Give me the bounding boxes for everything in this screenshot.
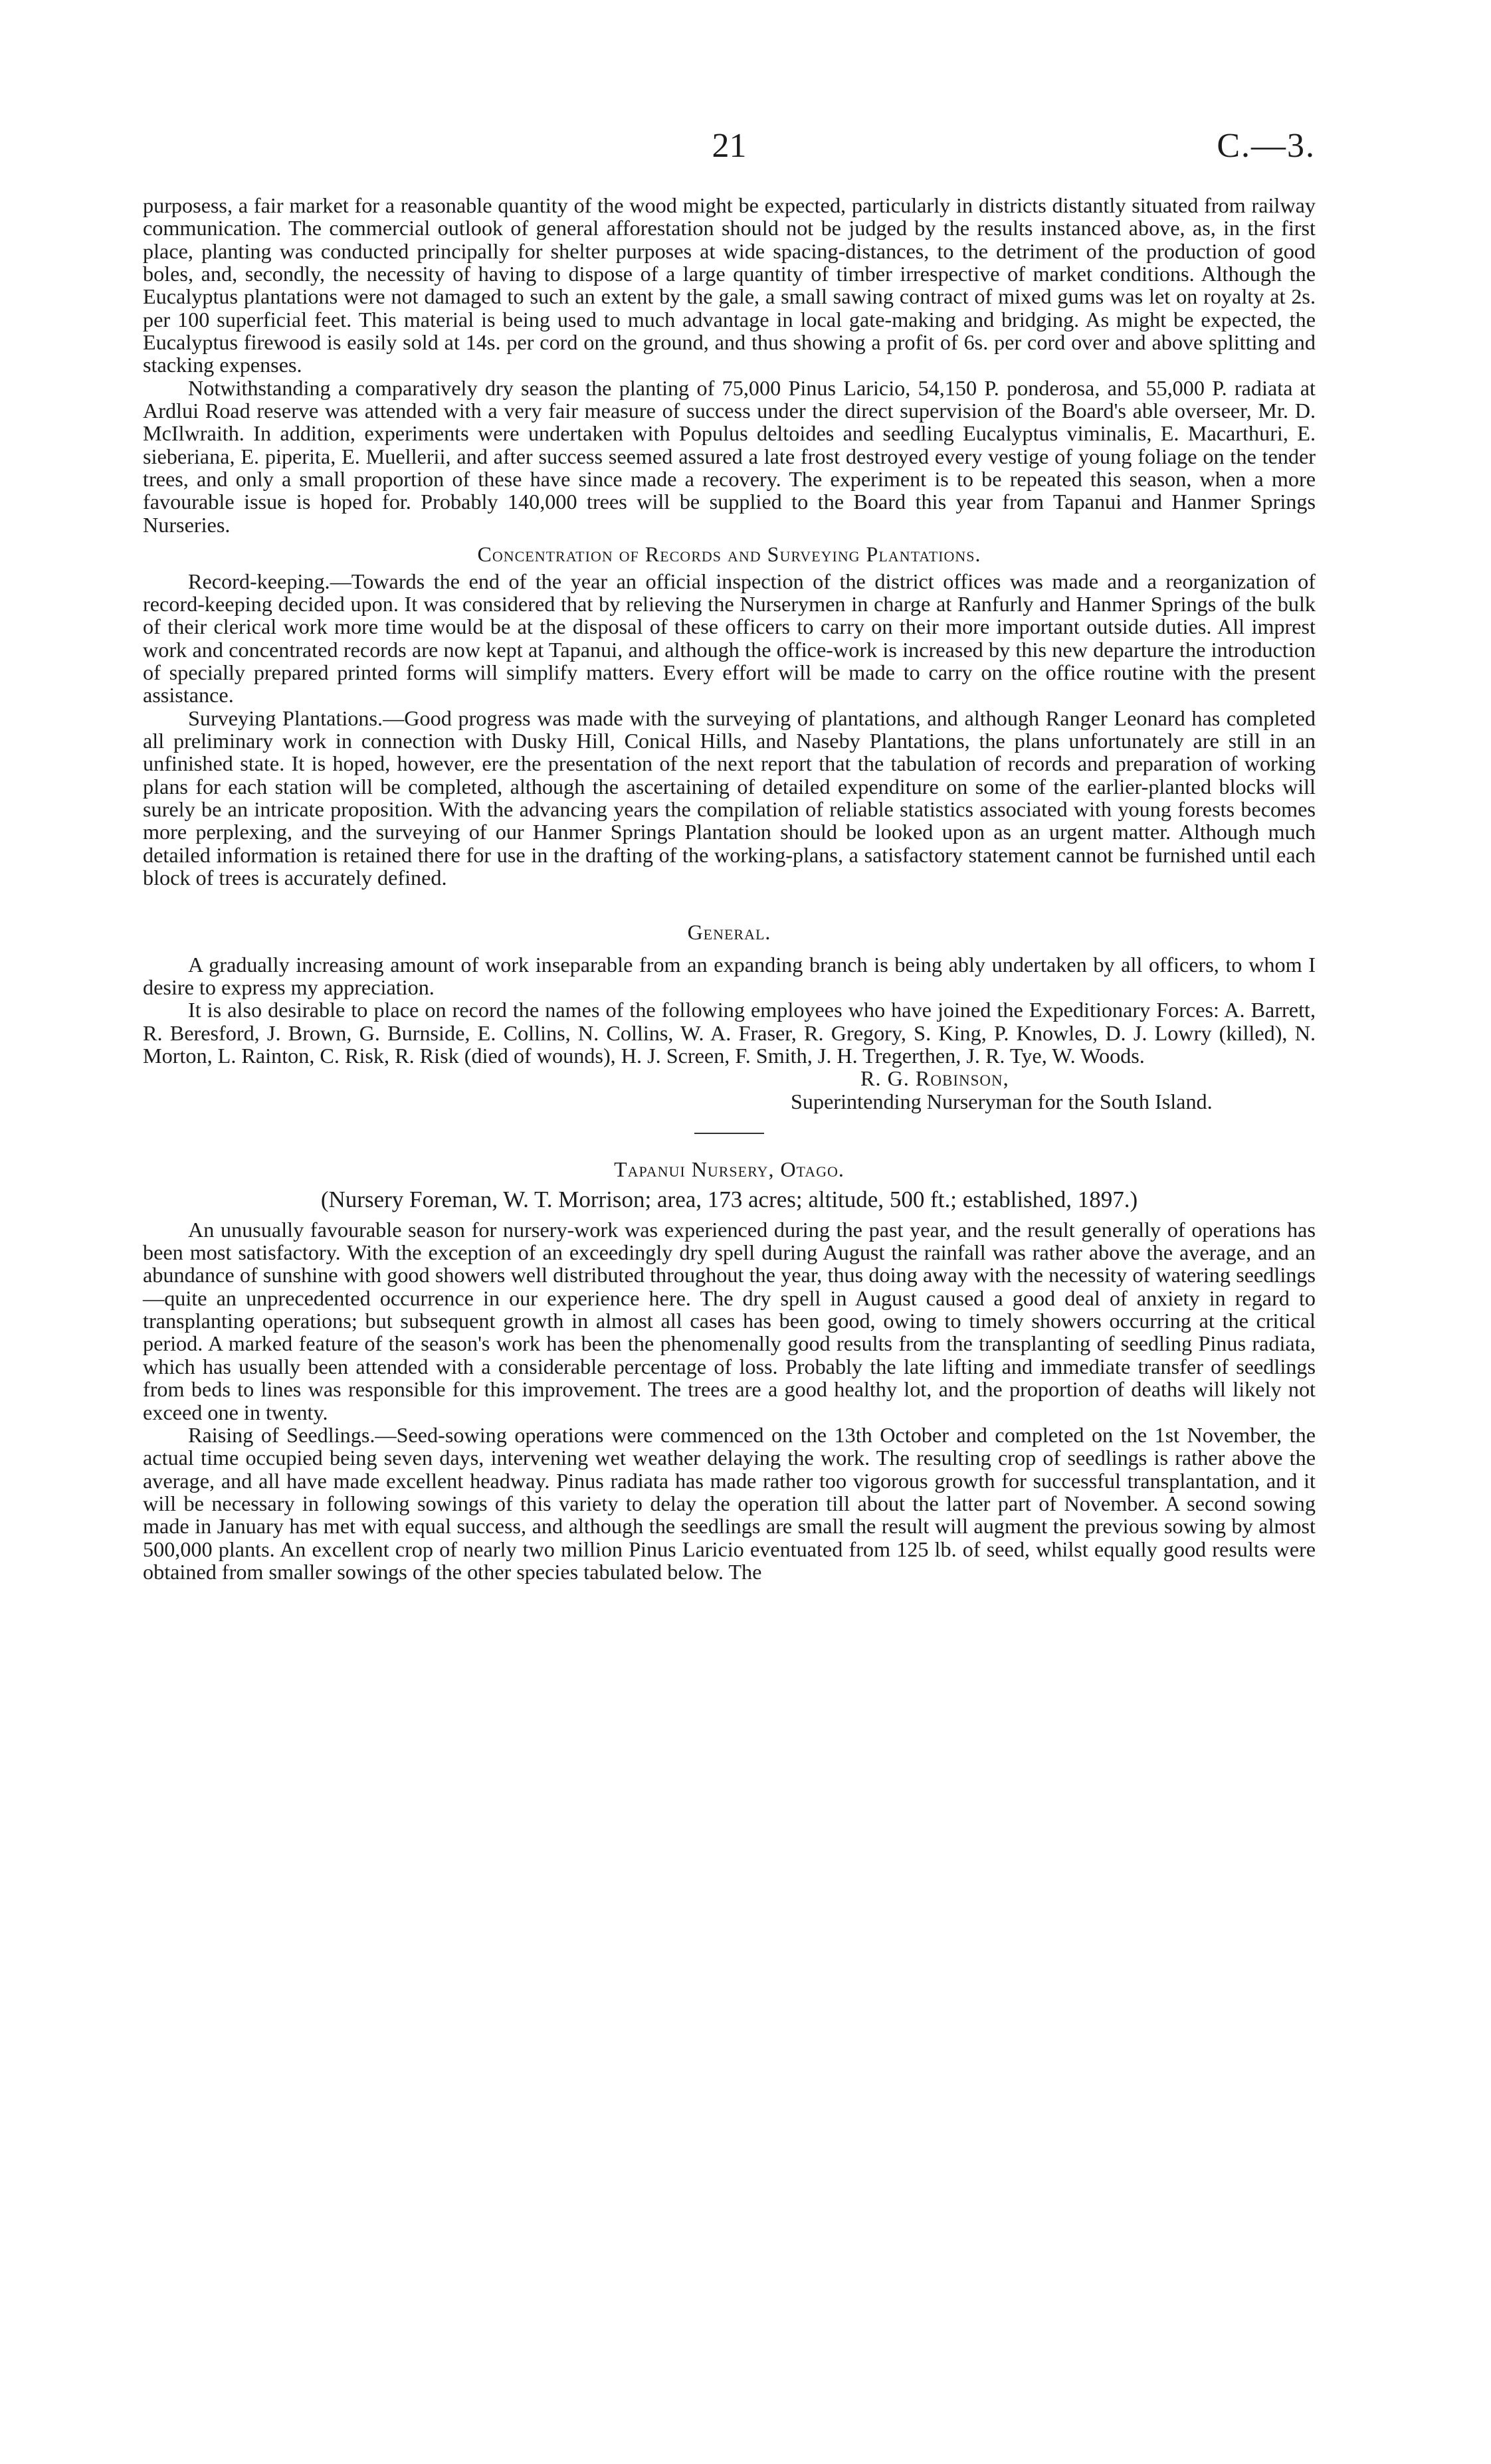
document-code: C.—3. [1217, 127, 1316, 165]
paragraph-market-outlook: purposess, a fair market for a reasonable quantity of the wood might be expected, particularly in districts distantly situated from railway communication. The commercial outlook of general afforestation should not be judged by the results instanced above, as, in the first place, planting was conducted principally for shelter purposes at wide spacing-distances, to the detriment of the production of good boles, and, secondly, the necessity of having to dispose of a large quantity of timber irrespective of market conditions. Although the Eucalyptus plantations were not damaged to such an extent by the gale, a small sawing contract of mixed gums was let on royalty at 2s. per 100 superficial feet. This material is being used to much advantage in local gate-making and bridging. As might be expected, the Eucalyptus firewood is easily sold at 14s. per cord on the ground, and thus showing a profit of 6s. per cord over and above splitting and stacking expenses. [143, 193, 1316, 377]
page-header [143, 126, 1316, 173]
heading-tapanui-nursery: Tapanui Nursery, Otago. [614, 1157, 845, 1182]
nursery-details: (Nursery Foreman, W. T. Morrison; area, 173 acres; altitude, 500 ft.; established, 1897.) [320, 1186, 1138, 1213]
paragraph-planting-ardlui: Notwithstanding a comparatively dry season the planting of 75,000 Pinus Laricio, 54,150 P. ponderosa, and 55,000 P. radiata at Ardlui Road reserve was attended with a very fair measure of success under the direct supervision of the Board's able overseer, Mr. D. McIlwraith. In addition, experiments were undertaken with Populus deltoides and seedling Eucalyptus viminalis, E. Macarthuri, E. sieberiana, E. piperita, E. Muellerii, and after success seemed assured a late frost destroyed every vestige of young foliage on the tender trees, and only a small proportion of these have since made a recovery. The experiment is to be repeated this season, when a more favourable issue is hoped for. Probably 140,000 trees will be supplied to the Board this year from Tapanui and Hanmer Springs Nurseries. [143, 375, 1316, 537]
page-number: 21 [712, 127, 747, 165]
heading-general: General. [687, 920, 771, 945]
signature-name: R. G. Robinson, [860, 1066, 1009, 1091]
paragraph-expeditionary-forces: It is also desirable to place on record the names of the following employees who have joined the Expeditionary Forces: A. Barrett, R. Beresford, J. Brown, G. Burnside, E. Collins, N. Collins, W. A. Fraser, R. Gregory, S. King, P. Knowles, D. J. Lowry (killed), N. Morton, L. Rainton, C. Risk, R. Risk (died of wounds), H. J. Screen, F. Smith, J. H. Tregerthen, J. R. Tye, W. Woods. [143, 998, 1316, 1068]
paragraph-appreciation: A gradually increasing amount of work inseparable from an expanding branch is being ably undertaken by all officers, to whom I desire to express my appreciation. [143, 952, 1316, 999]
heading-concentration-records: Concentration of Records and Surveying Plantations. [477, 542, 981, 567]
paragraph-raising-seedlings: Raising of Seedlings.—Seed-sowing operations were commenced on the 13th October and completed on the 1st November, the actual time occupied being seven days, intervening wet weather delaying the work. The resulting crop of seedlings is rather above the average, and all have made excellent headway. Pinus radiata has made rather too vigorous growth for successful transplantation, and it will be necessary in following sowings of this variety to delay the operation till about the latter part of November. A second sowing made in January has met with equal success, and although the seedlings are small the result will augment the previous sowing by almost 500,000 plants. An excellent crop of nearly two million Pinus Laricio eventuated from 125 lb. of seed, whilst equally good results were obtained from smaller sowings of the other species tabulated below. The [143, 1422, 1316, 1584]
paragraph-nursery-season: An unusually favourable season for nursery-work was experienced during the past year, and the result generally of operations has been most satisfactory. With the exception of an exceedingly dry spell during August the rainfall was rather above the average, and an abundance of sunshine with good showers well distributed throughout the year, thus doing away with the necessity of watering seedlings—quite an unprecedented occurrence in our experience here. The dry spell in August caused a good deal of anxiety in regard to transplanting operations; but subsequent growth in almost all cases has been good, owing to timely showers occurring at the critical period. A marked feature of the season's work has been the phenomenally good results from the transplanting of seedling Pinus radiata, which has usually been attended with a considerable percentage of loss. Probably the late lifting and immediate transfer of seedlings from beds to lines was responsible for this improvement. The trees are a good healthy lot, and the proportion of deaths will likely not exceed one in twenty. [143, 1217, 1316, 1424]
paragraph-surveying-plantations: Surveying Plantations.—Good progress was made with the surveying of plantations, and although Ranger Leonard has completed all preliminary work in connection with Dusky Hill, Conical Hills, and Naseby Plantations, the plans unfortunately are still in an unfinished state. It is hoped, however, ere the presentation of the next report that the tabulation of records and preparation of working plans for each station will be completed, although the ascertaining of detailed expenditure on some of the earlier-planted blocks will surely be an intricate proposition. With the advancing years the compilation of reliable statistics associated with young forests becomes more perplexing, and the surveying of our Hanmer Springs Plantation should be looked upon as an urgent matter. Although much detailed information is retained there for use in the drafting of the working-plans, a satisfactory statement cannot be furnished until each block of trees is accurately defined. [143, 706, 1316, 890]
paragraph-record-keeping: Record-keeping.—Towards the end of the year an official inspection of the district offices was made and a reorganization of record-keeping decided upon. It was considered that by relieving the Nurserymen in charge at Ranfurly and Hanmer Springs of the bulk of their clerical work more time would be at the disposal of these officers to carry on their more important outside duties. All imprest work and concentrated records are now kept at Tapanui, and although the office-work is increased by this new departure the introduction of specially prepared printed forms will simplify matters. Every effort will be made to carry on the office routine with the present assistance. [143, 569, 1316, 708]
signature-title: Superintending Nurseryman for the South Island. [791, 1089, 1213, 1113]
section-divider [694, 1133, 764, 1134]
body-text [143, 194, 1316, 1583]
